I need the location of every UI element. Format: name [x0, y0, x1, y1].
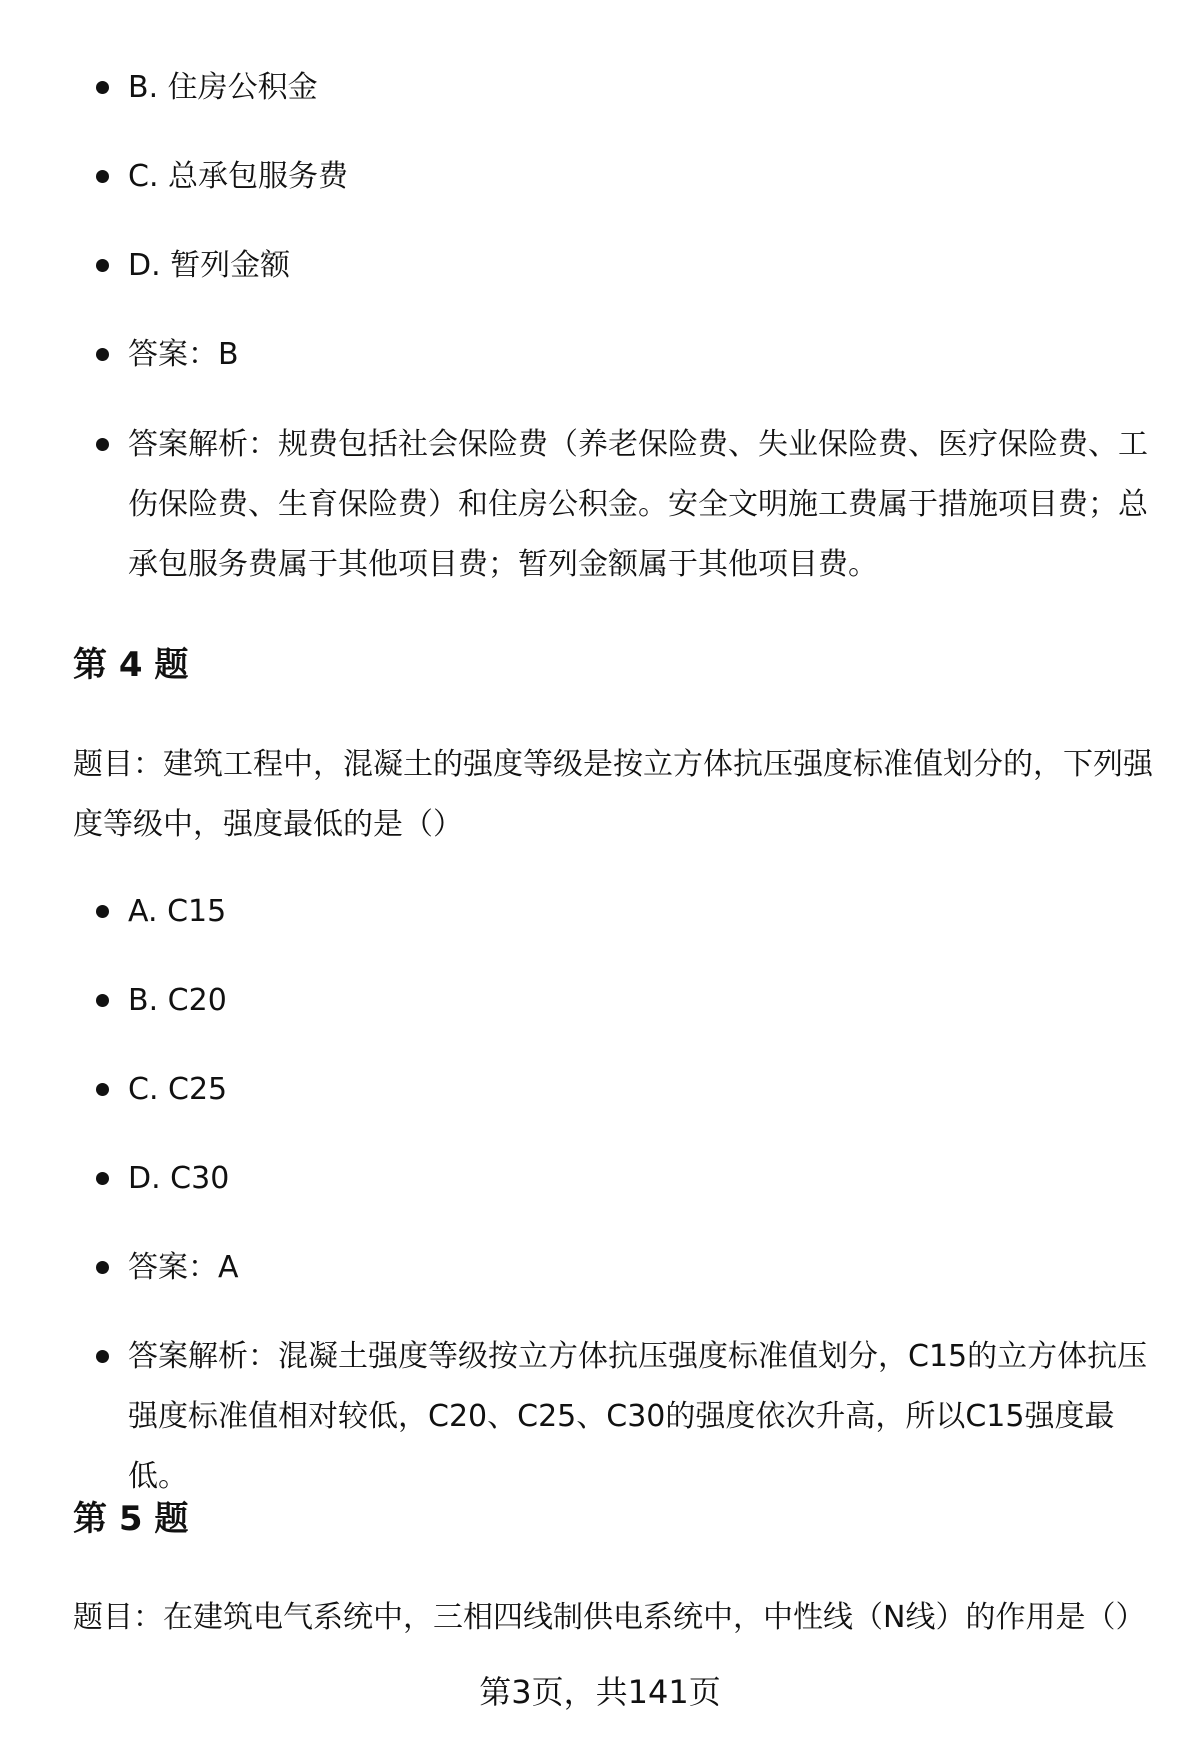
q4-option-a: A. C15 [128, 894, 227, 929]
list-item [128, 1238, 1148, 1298]
bullet-icon [96, 1350, 109, 1363]
bullet-icon [96, 438, 109, 451]
q3-option-d: D. 暂列金额 [128, 248, 291, 283]
list-item [128, 1060, 1148, 1120]
bullet-icon [96, 994, 109, 1007]
q4-heading: 第 4 题 [73, 645, 189, 685]
bullet-icon [96, 905, 109, 918]
q4-option-c: C. C25 [128, 1072, 228, 1107]
list-item [128, 1327, 1148, 1507]
bullet-icon [96, 259, 109, 272]
list-item [128, 236, 1148, 296]
list-item [128, 415, 1148, 595]
bullet-icon [96, 348, 109, 361]
q4-option-d: D. C30 [128, 1161, 230, 1196]
list-item [128, 1149, 1148, 1209]
bullet-icon [96, 81, 109, 94]
q3-answer: 答案：B [128, 337, 239, 372]
q4-option-b: B. C20 [128, 983, 227, 1018]
list-item [128, 58, 1148, 118]
bullet-icon [96, 1261, 109, 1274]
q4-analysis: 答案解析：混凝土强度等级按立方体抗压强度标准值划分，C15的立方体抗压强度标准值相对较低，C20、C25、C30的强度依次升高，所以C15强度最低。 [128, 1339, 1148, 1494]
q3-analysis: 答案解析：规费包括社会保险费（养老保险费、失业保险费、医疗保险费、工伤保险费、生育保险费）和住房公积金。安全文明施工费属于措施项目费；总承包服务费属于其他项目费；暂列金额属于其他项目费。 [128, 427, 1148, 582]
list-item [128, 147, 1148, 207]
list-item [128, 882, 1148, 942]
q3-option-b: B. 住房公积金 [128, 70, 318, 105]
q5-question: 题目：在建筑电气系统中，三相四线制供电系统中，中性线（N线）的作用是（） [73, 1600, 1146, 1635]
page-number: 第3页，共141页 [479, 1673, 721, 1711]
q4-answer: 答案：A [128, 1250, 239, 1285]
bullet-icon [96, 170, 109, 183]
q3-option-c: C. 总承包服务费 [128, 159, 349, 194]
q5-heading: 第 5 题 [73, 1499, 189, 1539]
list-item [128, 325, 1148, 385]
list-item [128, 971, 1148, 1031]
q4-question: 题目：建筑工程中，混凝土的强度等级是按立方体抗压强度标准值划分的，下列强度等级中，强度最低的是（） [73, 747, 1153, 842]
bullet-icon [96, 1083, 109, 1096]
bullet-icon [96, 1172, 109, 1185]
